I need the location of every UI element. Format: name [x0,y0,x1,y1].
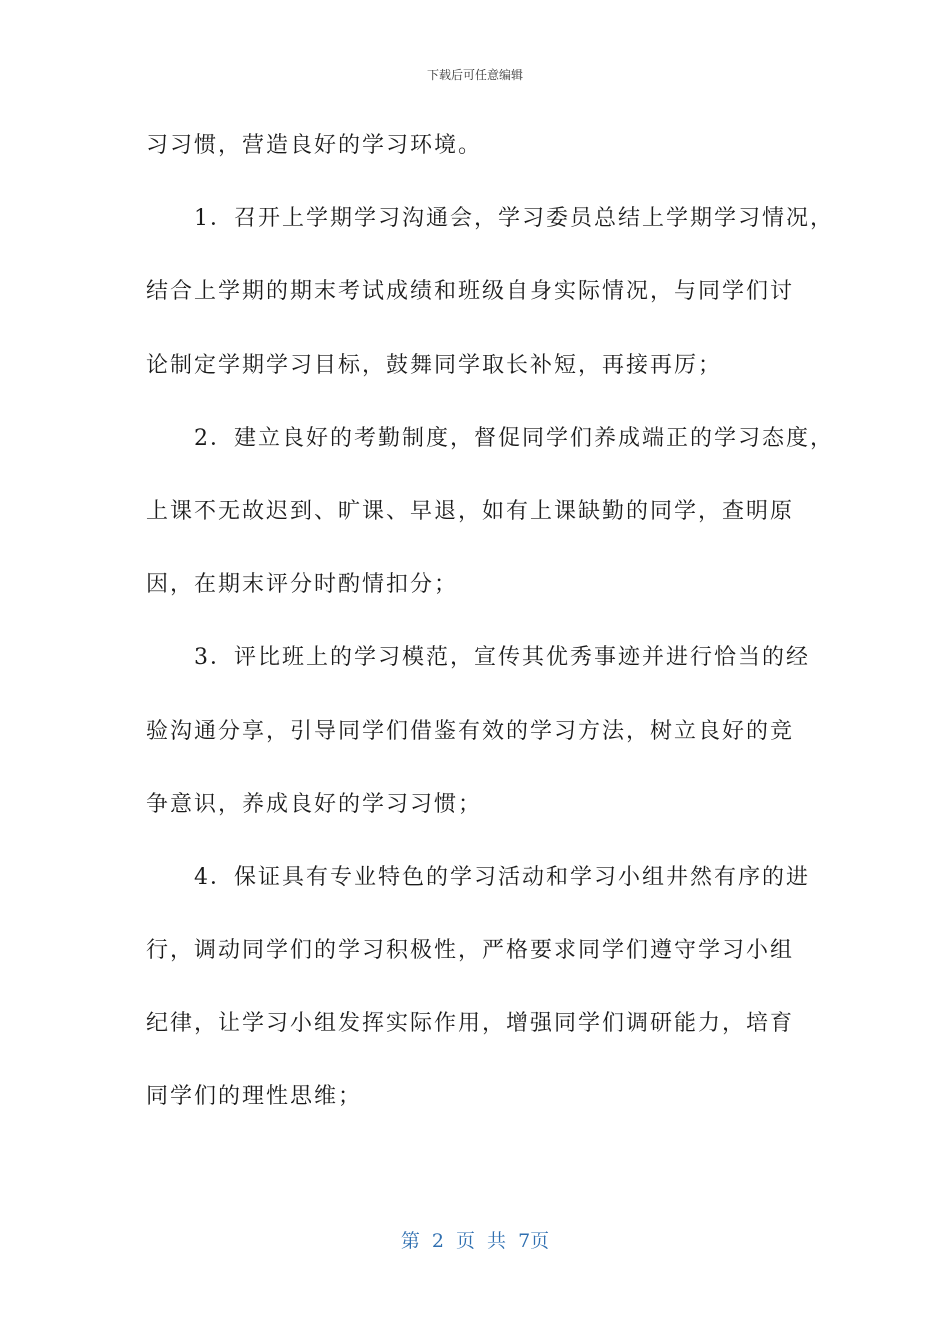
page-footer: 第 2 页 共 7页 [400,1230,550,1252]
text-line: 行，调动同学们的学习积极性，严格要求同学们遵守学习小组 [146,938,795,964]
text-line: 验沟通分享，引导同学们借鉴有效的学习方法，树立良好的竞 [146,718,795,744]
text-line: 3．评比班上的学习模范，宣传其优秀事迹并进行恰当的经 [146,645,810,671]
text-line: 4．保证具有专业特色的学习活动和学习小组井然有序的进 [146,864,810,890]
text-line: 纪律，让学习小组发挥实际作用，增强同学们调研能力，培育 [146,1011,795,1037]
text-line: 2．建立良好的考勤制度，督促同学们养成端正的学习态度， [146,425,834,451]
text-line: 同学们的理性思维； [146,1084,363,1110]
text-line: 因，在期末评分时酌情扣分； [146,572,459,598]
text-line: 上课不无故迟到、旷课、早退，如有上课缺勤的同学，查明原 [146,498,795,524]
text-line: 1．召开上学期学习沟通会，学习委员总结上学期学习情况， [146,206,834,232]
text-line: 论制定学期学习目标，鼓舞同学取长补短，再接再厉； [146,352,723,378]
text-line: 争意识，养成良好的学习习惯； [146,791,483,817]
text-line: 结合上学期的期末考试成绩和班级自身实际情况，与同学们讨 [146,279,795,305]
page-header: 下载后可任意编辑 [426,68,523,82]
text-line: 习习惯，营造良好的学习环境。 [146,133,483,158]
document-body [146,124,834,1149]
